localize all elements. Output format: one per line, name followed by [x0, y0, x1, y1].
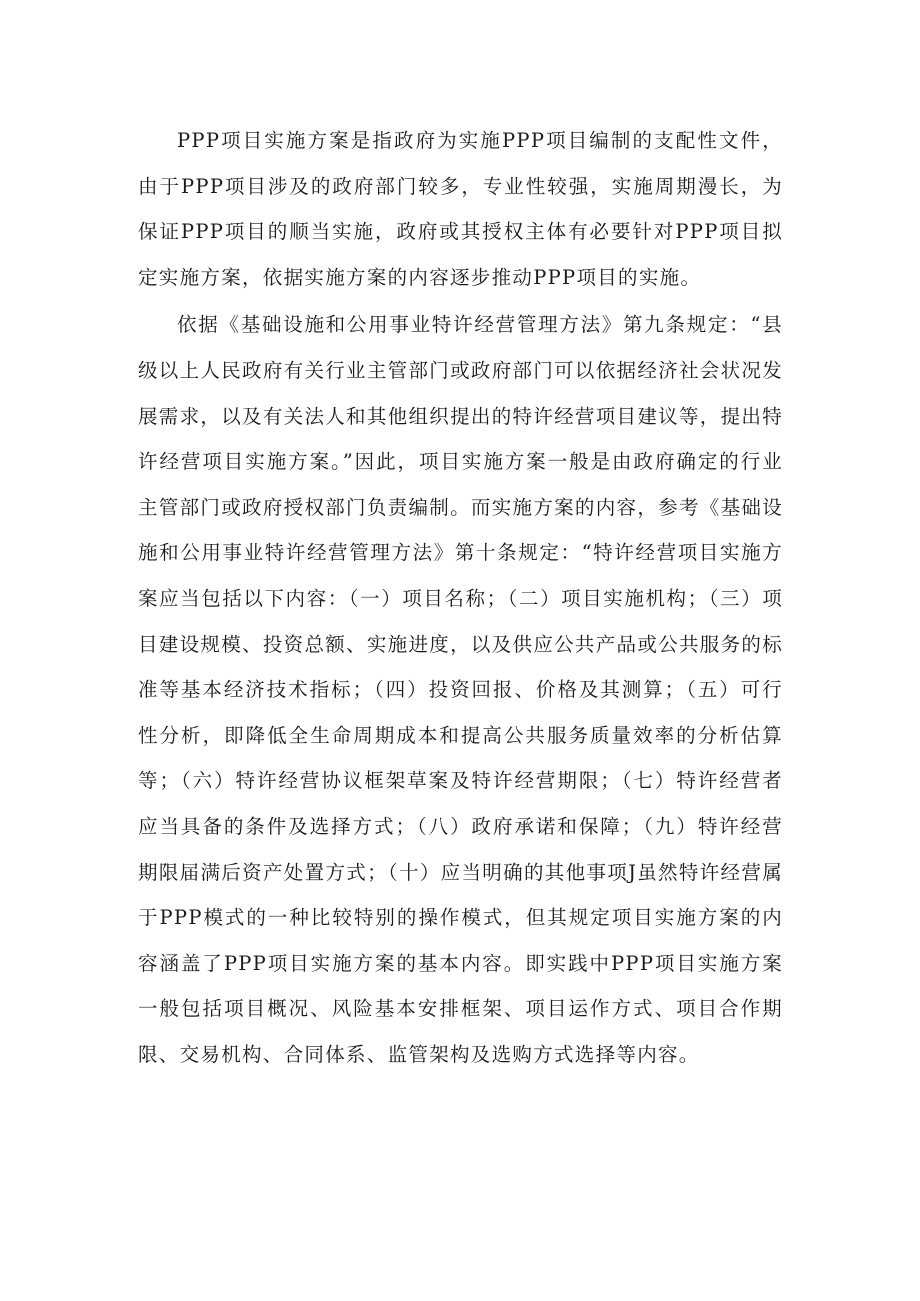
paragraph-2: 依据《基础设施和公用事业特许经营管理方法》第九条规定：“县级以上人民政府有关行业主管部门或政府部门可以依据经济社会状况发展需求，以及有关法人和其他组织提出的特许经营项目建议等，提出特许经营项目实施方案。”因此，项目实施方案一般是由政府确定的行业主管部门或政府授权部门负责编制。而实施方案的内容，参考《基础设施和公用事业特许经营管理方法》第十条规定：“特许经营项目实施方案应当包括以下内容：（一）项目名称；（二）项目实施机构；（三）项目建设规模、投资总额、实施进度，以及供应公共产品或公共服务的标准等基本经济技术指标；（四）投资回报、价格及其测算；（五）可行性分析，即降低全生命周期成本和提高公共服务质量效率的分析估算等；（六）特许经营协议框架草案及特许经营期限；（七）特许经营者应当具备的条件及选择方式；（八）政府承诺和保障；（九）特许经营期限届满后资产处置方式；（十）应当明确的其他事项J虽然特许经营属于PPP模式的一种比较特别的操作模式，但其规定项目实施方案的内容涵盖了PPP项目实施方案的基本内容。即实践中PPP项目实施方案一般包括项目概况、风险基本安排框架、项目运作方式、项目合作期限、交易机构、合同体系、监管架构及选购方式选择等内容。	[138, 313, 783, 1066]
document-body	[138, 118, 783, 1077]
paragraph-1: PPP项目实施方案是指政府为实施PPP项目编制的支配性文件，由于PPP项目涉及的政府部门较多，专业性较强，实施周期漫长，为保证PPP项目的顺当实施，政府或其授权主体有必要针对PPP项目拟定实施方案，依据实施方案的内容逐步推动PPP项目的实施。	[138, 129, 783, 289]
